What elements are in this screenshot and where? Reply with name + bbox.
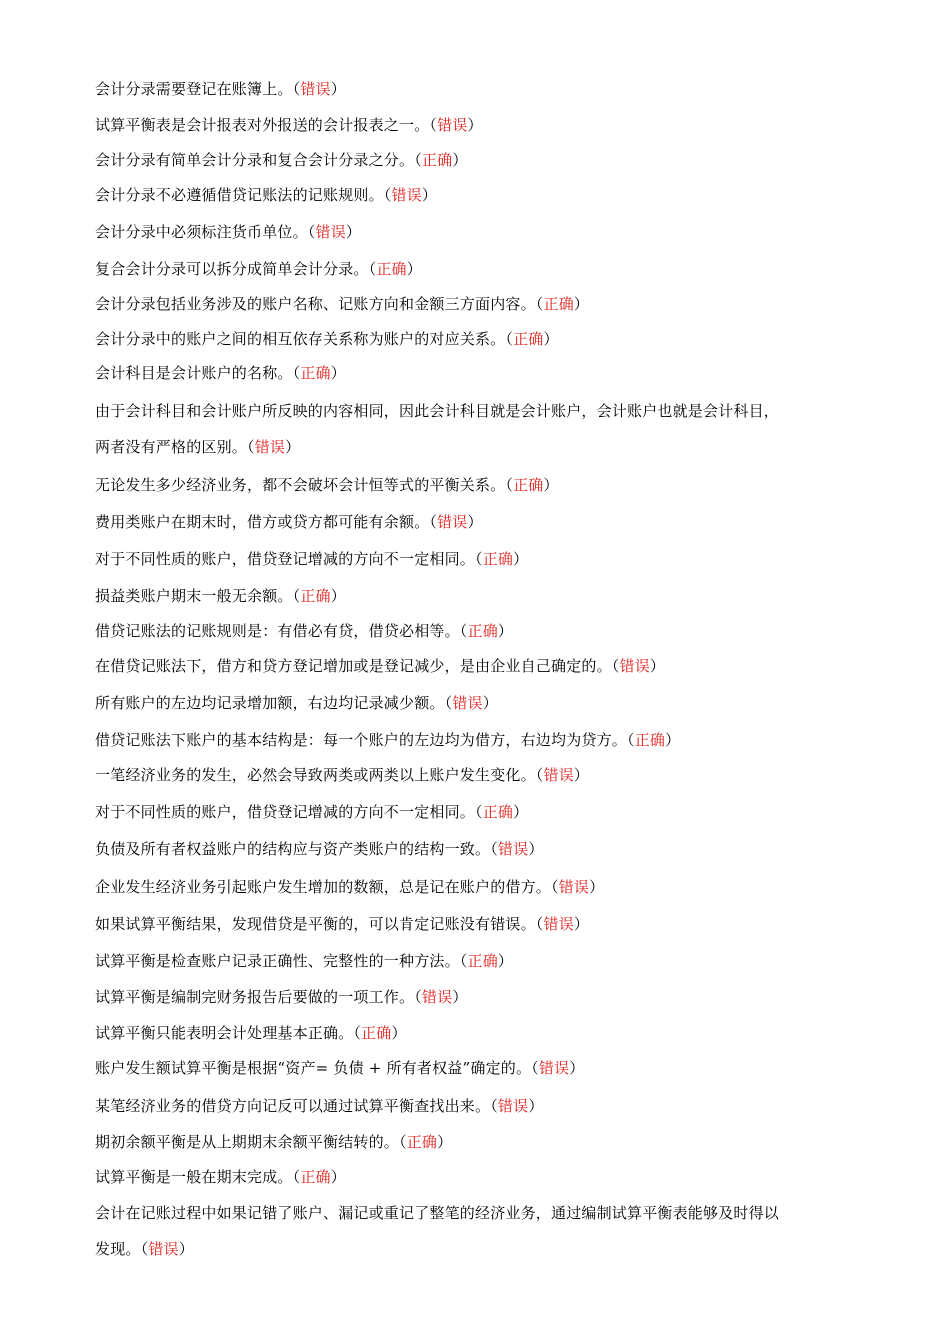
statement-line — [95, 364, 865, 382]
answer-label: 错误 — [437, 513, 468, 531]
closing-paren: ） — [528, 1097, 544, 1115]
closing-paren: ） — [482, 694, 498, 712]
answer-label: 错误 — [148, 1240, 179, 1258]
answer-label: 正确 — [300, 587, 331, 605]
statement-text: 某笔经济业务的借贷方向记反可以通过试算平衡查找出来。（ — [95, 1097, 498, 1115]
answer-label: 错误 — [497, 1097, 529, 1115]
statement-line — [95, 402, 865, 420]
closing-paren: ） — [513, 803, 529, 821]
answer-label: 正确 — [482, 550, 514, 568]
statement-text: 如果试算平衡结果，发现借贷是平衡的，可以肯定记账没有错误。（ — [95, 915, 544, 933]
answer-label: 错误 — [421, 988, 453, 1006]
statement-line — [95, 915, 865, 933]
closing-paren: ） — [467, 116, 483, 134]
statement-text: 无论发生多少经济业务，都不会破坏会计恒等式的平衡关系。（ — [95, 476, 514, 494]
answer-label: 正确 — [300, 364, 331, 382]
statement-line — [95, 1059, 865, 1077]
statement-line — [95, 766, 865, 784]
statement-line — [95, 1204, 865, 1222]
statement-text: 会计在记账过程中如果记错了账户、漏记或重记了整笔的经济业务，通过编制试算平衡表能够及时得以 — [95, 1204, 780, 1222]
statement-text: 会计分录包括业务涉及的账户名称、记账方向和金额三方面内容。（ — [95, 295, 544, 313]
closing-paren: ） — [569, 1059, 585, 1077]
statement-line — [95, 988, 865, 1006]
statement-line — [95, 1097, 865, 1115]
statement-text: 会计分录中必须标注货币单位。（ — [95, 223, 316, 241]
statement-line — [95, 513, 865, 531]
closing-paren: ） — [452, 988, 468, 1006]
closing-paren: ） — [589, 878, 605, 896]
statement-line — [95, 803, 865, 821]
closing-paren: ） — [406, 260, 422, 278]
closing-paren: ） — [497, 622, 514, 640]
statement-line — [95, 731, 865, 749]
answer-label: 正确 — [361, 1024, 392, 1042]
closing-paren: ） — [330, 1168, 346, 1186]
answer-label: 错误 — [543, 915, 574, 933]
answer-label: 正确 — [376, 260, 407, 278]
statement-line — [95, 1240, 865, 1258]
statement-text: 一笔经济业务的发生，必然会导致两类或两类以上账户发生变化。（ — [95, 766, 544, 784]
statement-line — [95, 840, 865, 858]
statement-line — [95, 151, 865, 169]
answer-label: 错误 — [254, 438, 286, 456]
answer-label: 错误 — [497, 840, 529, 858]
statement-text: 在借贷记账法下，借方和贷方登记增加或是登记减少，是由企业自己确定的。（ — [95, 657, 620, 675]
answer-label: 正确 — [634, 731, 666, 749]
statement-text: 账户发生额试算平衡是根据“资产= 负债 + 所有者权益”确定的。（ — [95, 1059, 539, 1077]
answer-label: 正确 — [421, 151, 453, 169]
closing-paren: ） — [467, 513, 483, 531]
answer-label: 正确 — [513, 330, 544, 348]
closing-paren: ） — [391, 1024, 407, 1042]
closing-paren: ） — [285, 438, 301, 456]
answer-label: 正确 — [467, 622, 498, 640]
statement-text: 会计分录有简单会计分录和复合会计分录之分。（ — [95, 151, 422, 169]
statement-line — [95, 223, 865, 241]
statement-text: 试算平衡表是会计报表对外报送的会计报表之一。（ — [95, 116, 438, 134]
answer-label: 错误 — [543, 766, 574, 784]
closing-paren: ） — [513, 550, 529, 568]
closing-paren: ） — [330, 364, 346, 382]
closing-paren: ） — [649, 657, 666, 675]
answer-label: 错误 — [300, 80, 331, 98]
answer-label: 正确 — [406, 1133, 438, 1151]
statement-line — [95, 622, 865, 640]
statement-text: 借贷记账法的记账规则是：有借必有贷，借贷必相等。（ — [95, 622, 468, 640]
statement-line — [95, 587, 865, 605]
answer-label: 错误 — [437, 116, 468, 134]
closing-paren: ） — [573, 915, 590, 933]
statement-line — [95, 1133, 865, 1151]
statement-line — [95, 1024, 865, 1042]
closing-paren: ） — [330, 80, 346, 98]
closing-paren: ） — [178, 1240, 194, 1258]
statement-text: 两者没有严格的区别。（ — [95, 438, 255, 456]
statement-text: 期初余额平衡是从上期期末余额平衡结转的。（ — [95, 1133, 407, 1151]
closing-paren: ） — [345, 223, 362, 241]
closing-paren: ） — [497, 952, 514, 970]
answer-label: 正确 — [513, 476, 544, 494]
statement-line — [95, 80, 865, 98]
statement-line — [95, 116, 865, 134]
statement-text: 会计科目是会计账户的名称。（ — [95, 364, 301, 382]
answer-label: 错误 — [538, 1059, 570, 1077]
closing-paren: ） — [573, 766, 590, 784]
statement-text: 借贷记账法下账户的基本结构是：每一个账户的左边均为借方，右边均为贷方。（ — [95, 731, 635, 749]
statement-line — [95, 694, 865, 712]
statement-text: 发现。（ — [95, 1240, 149, 1258]
statement-line — [95, 550, 865, 568]
answer-label: 正确 — [467, 952, 498, 970]
closing-paren: ） — [330, 587, 346, 605]
statement-line — [95, 1168, 865, 1186]
answer-label: 正确 — [482, 803, 514, 821]
statement-text: 费用类账户在期末时，借方或贷方都可能有余额。（ — [95, 513, 438, 531]
statement-text: 对于不同性质的账户，借贷登记增减的方向不一定相同。（ — [95, 803, 483, 821]
statement-text: 损益类账户期末一般无余额。（ — [95, 587, 301, 605]
statement-text: 所有账户的左边均记录增加额，右边均记录减少额。（ — [95, 694, 453, 712]
statement-text: 试算平衡只能表明会计处理基本正确。（ — [95, 1024, 362, 1042]
statement-line — [95, 438, 865, 456]
statement-text: 由于会计科目和会计账户所反映的内容相同，因此会计科目就是会计账户，会计账户也就是会计科目， — [95, 402, 780, 420]
answer-label: 错误 — [391, 186, 422, 204]
answer-label: 错误 — [619, 657, 650, 675]
closing-paren: ） — [452, 151, 468, 169]
statement-text: 会计分录中的账户之间的相互依存关系称为账户的对应关系。（ — [95, 330, 514, 348]
statement-text: 负债及所有者权益账户的结构应与资产类账户的结构一致。（ — [95, 840, 498, 858]
closing-paren: ） — [528, 840, 544, 858]
answer-label: 错误 — [315, 223, 346, 241]
statement-text: 会计分录需要登记在账簿上。（ — [95, 80, 301, 98]
closing-paren: ） — [665, 731, 681, 749]
answer-label: 正确 — [543, 295, 574, 313]
statement-text: 试算平衡是一般在期末完成。（ — [95, 1168, 301, 1186]
statement-line — [95, 952, 865, 970]
closing-paren: ） — [573, 295, 590, 313]
statement-line — [95, 186, 865, 204]
statement-line — [95, 295, 865, 313]
answer-label: 正确 — [300, 1168, 331, 1186]
statement-line — [95, 657, 865, 675]
closing-paren: ） — [437, 1133, 453, 1151]
closing-paren: ） — [421, 186, 438, 204]
statement-text: 试算平衡是检查账户记录正确性、完整性的一种方法。（ — [95, 952, 468, 970]
statement-line — [95, 878, 865, 896]
statement-text: 对于不同性质的账户，借贷登记增减的方向不一定相同。（ — [95, 550, 483, 568]
answer-label: 错误 — [558, 878, 590, 896]
statement-text: 试算平衡是编制完财务报告后要做的一项工作。（ — [95, 988, 422, 1006]
statement-line — [95, 476, 865, 494]
statement-line — [95, 330, 865, 348]
statement-text: 复合会计分录可以拆分成简单会计分录。（ — [95, 260, 377, 278]
statement-text: 会计分录不必遵循借贷记账法的记账规则。（ — [95, 186, 392, 204]
closing-paren: ） — [543, 330, 559, 348]
answer-label: 错误 — [452, 694, 483, 712]
closing-paren: ） — [543, 476, 559, 494]
statement-text: 企业发生经济业务引起账户发生增加的数额，总是记在账户的借方。（ — [95, 878, 559, 896]
statement-line — [95, 260, 865, 278]
